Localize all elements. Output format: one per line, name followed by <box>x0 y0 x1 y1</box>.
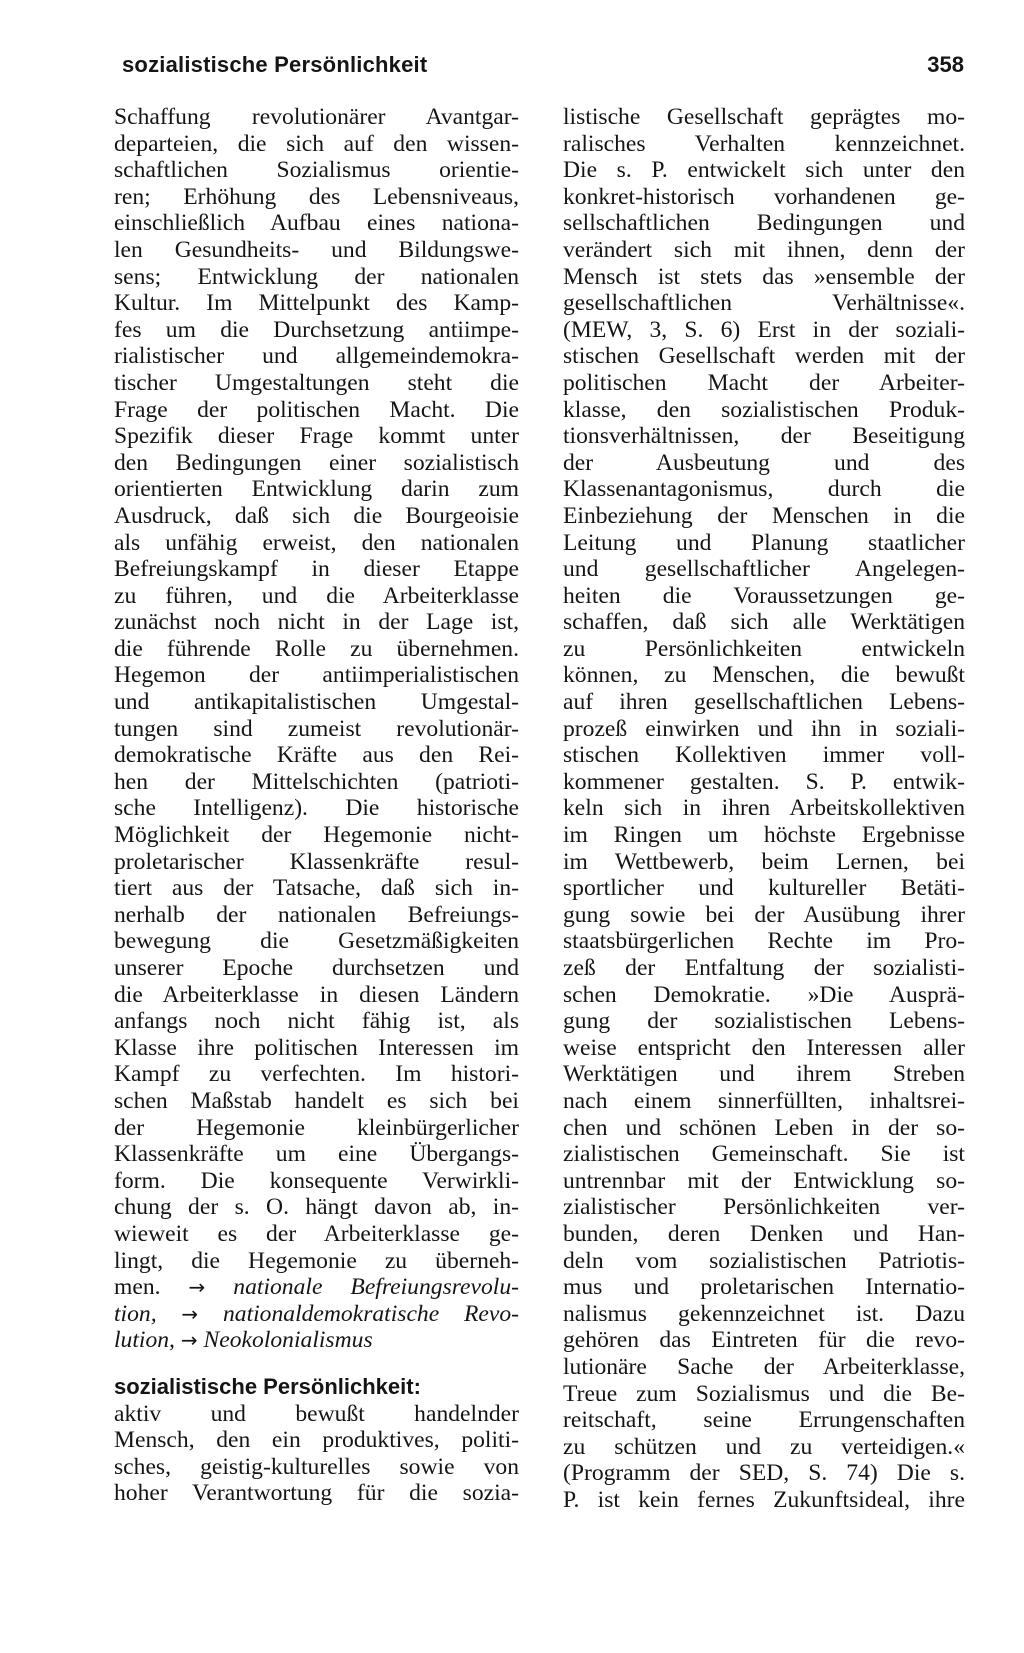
text-line: zeß der Entfaltung der sozialisti- <box>563 955 965 981</box>
text-line: heiten die Voraussetzungen ge- <box>563 582 965 609</box>
text-line: zialistischen Gemeinschaft. Sie ist <box>563 1141 965 1168</box>
text-line: und antikapitalistischen Umgestal- <box>114 689 519 716</box>
text-line: die Arbeiterklasse in diesen Ländern <box>114 981 519 1008</box>
text-line: gung der sozialistischen Lebens- <box>563 1008 965 1035</box>
cross-reference-line <box>114 1301 519 1328</box>
text-line: nach einem sinnerfüllten, inhaltsrei- <box>563 1087 965 1114</box>
text-line: sche Intelligenz). Die historische <box>114 795 519 822</box>
text-line: hen der Mittelschichten (patrioti- <box>114 768 519 795</box>
text-line: Mensch, den ein produktives, politi- <box>114 1427 519 1454</box>
text-line: weise entspricht den Interessen aller <box>563 1034 965 1061</box>
text-line: zialistischer Persönlichkeiten ver- <box>563 1194 965 1221</box>
cross-reference-link[interactable]: nationaldemokratische Revo- <box>222 1300 520 1327</box>
text-line: Ausdruck, daß sich die Bourgeoisie <box>114 502 519 529</box>
text-line: fes um die Durchsetzung antiimpe- <box>114 316 519 343</box>
text-line: schen Demokratie. »Die Ausprä- <box>563 981 965 1008</box>
text-line: Frage der politischen Macht. Die <box>114 396 519 423</box>
text-line: Leitung und Planung staatlicher <box>563 529 965 556</box>
text-line: schen Maßstab handelt es sich bei <box>114 1087 519 1114</box>
text-line: ren; Erhöhung des Lebensniveaus, <box>114 183 519 210</box>
left-column <box>114 104 519 1507</box>
text-line: sellschaftlichen Bedingungen und <box>563 210 965 237</box>
text-line: Kampf zu verfechten. Im histori- <box>114 1061 519 1088</box>
text-line: keln sich in ihren Arbeitskollektiven <box>563 795 965 822</box>
text-line: Schaffung revolutionärer Avantgar- <box>114 104 519 130</box>
text-line: zu führen, und die Arbeiterklasse <box>114 582 519 609</box>
text-line: hoher Verantwortung für die sozia- <box>114 1480 519 1507</box>
text-line: Hegemon der antiimperialistischen <box>114 662 519 689</box>
text-line: wieweit es der Arbeiterklasse ge- <box>114 1220 519 1247</box>
text-line: len Gesundheits- und Bildungswe- <box>114 236 519 263</box>
text-line: departeien, die sich auf den wissen- <box>114 130 519 157</box>
text-line: Klassenantagonismus, durch die <box>563 476 965 503</box>
text-line: ralisches Verhalten kennzeichnet. <box>563 130 965 157</box>
text-line: (Programm der SED, S. 74) Die s. <box>563 1460 965 1487</box>
text-line: zu Persönlichkeiten entwickeln <box>563 635 965 662</box>
text-line: Die s. P. entwickelt sich unter den <box>563 157 965 184</box>
text-line: aktiv und bewußt handelnder <box>114 1400 519 1427</box>
text-line: bunden, deren Denken und Han- <box>563 1220 965 1247</box>
text-line: gehören das Eintreten für die revo- <box>563 1327 965 1354</box>
text-line: kommener gestalten. S. P. entwik- <box>563 768 965 795</box>
text-line: den Bedingungen einer sozialistisch <box>114 449 519 476</box>
text-line: listische Gesellschaft geprägtes mo- <box>563 104 965 130</box>
text-line: Möglichkeit der Hegemonie nicht- <box>114 822 519 849</box>
text-line: der Ausbeutung und des <box>563 449 965 476</box>
text-line: schaftlichen Sozialismus orientie- <box>114 157 519 184</box>
cross-reference-line <box>114 1274 519 1301</box>
text-line: bewegung die Gesetzmäßigkeiten <box>114 928 519 955</box>
text-line: rialistischer und allgemeindemokra- <box>114 343 519 370</box>
text-line: sches, geistig-kulturelles sowie von <box>114 1453 519 1480</box>
text-line: tiert aus der Tatsache, daß sich in- <box>114 875 519 902</box>
text-line: tischer Umgestaltungen steht die <box>114 369 519 396</box>
text-line: schaffen, daß sich alle Werktätigen <box>563 609 965 636</box>
text-line: stischen Gesellschaft werden mit der <box>563 343 965 370</box>
text-line: zunächst noch nicht in der Lage ist, <box>114 609 519 636</box>
cross-reference-link[interactable]: nationale Befreiungsrevolu- <box>233 1274 520 1301</box>
text-line: auf ihren gesellschaftlichen Lebens- <box>563 689 965 716</box>
cross-reference-link[interactable]: Neokolonialismus <box>203 1327 373 1354</box>
entry-headword: sozialistische Persönlichkeit: <box>114 1373 421 1399</box>
text-line: Klassenkräfte um eine Übergangs- <box>114 1141 519 1168</box>
text-line: reitschaft, seine Errungenschaften <box>563 1407 965 1434</box>
text-line: unserer Epoche durchsetzen und <box>114 955 519 981</box>
cross-reference-line <box>114 1327 519 1354</box>
text-line: gung sowie bei der Ausübung ihrer <box>563 901 965 928</box>
text-line: Mensch ist stets das »ensemble der <box>563 263 965 290</box>
right-column <box>563 104 965 1513</box>
text-line: verändert sich mit ihnen, denn der <box>563 236 965 263</box>
text-line: tionsverhältnissen, der Beseitigung <box>563 423 965 450</box>
entry-headword-line <box>114 1374 519 1401</box>
text-line: als unfähig erweist, den nationalen <box>114 529 519 556</box>
text-line: Treue zum Sozialismus und die Be- <box>563 1380 965 1407</box>
text-line: Spezifik dieser Frage kommt unter <box>114 423 519 450</box>
text-line: und gesellschaftlicher Angelegen- <box>563 556 965 583</box>
text-line: lutionäre Sache der Arbeiterklasse, <box>563 1353 965 1380</box>
text-line: tungen sind zumeist revolutionär- <box>114 715 519 742</box>
text-line: anfangs noch nicht fähig ist, als <box>114 1008 519 1035</box>
text-line: deln vom sozialistischen Patriotis- <box>563 1247 965 1274</box>
running-head: sozialistische Persönlichkeit <box>122 52 428 77</box>
text-line: Befreiungskampf in dieser Etappe <box>114 556 519 583</box>
text-line: im Ringen um höchste Ergebnisse <box>563 822 965 849</box>
text-line: Klasse ihre politischen Interessen im <box>114 1034 519 1061</box>
text-line: Werktätigen und ihrem Streben <box>563 1061 965 1088</box>
entry-separator <box>114 1354 519 1374</box>
arrow-icon: → <box>181 1301 199 1326</box>
page-number: 358 <box>927 52 964 77</box>
text-line: politischen Macht der Arbeiter- <box>563 369 965 396</box>
text-line: im Wettbewerb, beim Lernen, bei <box>563 848 965 875</box>
text-line: Einbeziehung der Menschen in die <box>563 502 965 529</box>
cross-reference-link[interactable]: tion, <box>114 1300 157 1327</box>
text-line: chung der s. O. hängt davon ab, in- <box>114 1194 519 1221</box>
text-line: die führende Rolle zu übernehmen. <box>114 635 519 662</box>
text-line: demokratische Kräfte aus den Rei- <box>114 742 519 769</box>
cross-reference-link[interactable]: lution, <box>114 1327 175 1354</box>
text-line: zu schützen und zu verteidigen.« <box>563 1433 965 1460</box>
text-line: der Hegemonie kleinbürgerlicher <box>114 1114 519 1141</box>
text-line: gesellschaftlichen Verhältnisse«. <box>563 290 965 317</box>
text-line: stischen Kollektiven immer voll- <box>563 742 965 769</box>
text-line: einschließlich Aufbau eines nationa- <box>114 210 519 237</box>
text-fragment: men. <box>114 1274 161 1301</box>
text-line: Kultur. Im Mittelpunkt des Kamp- <box>114 290 519 317</box>
text-line: lingt, die Hegemonie zu überneh- <box>114 1247 519 1274</box>
text-line: nalismus gekennzeichnet ist. Dazu <box>563 1300 965 1327</box>
text-line: P. ist kein fernes Zukunftsideal, ihre <box>563 1486 965 1513</box>
text-line: untrennbar mit der Entwicklung so- <box>563 1167 965 1194</box>
text-line: orientierten Entwicklung darin zum <box>114 476 519 503</box>
text-line: können, zu Menschen, die bewußt <box>563 662 965 689</box>
text-line: prozeß einwirken und ihn in soziali- <box>563 715 965 742</box>
text-line: form. Die konsequente Verwirkli- <box>114 1167 519 1194</box>
text-line: proletarischer Klassenkräfte resul- <box>114 848 519 875</box>
text-line: staatsbürgerlichen Rechte im Pro- <box>563 928 965 955</box>
text-line: (MEW, 3, S. 6) Erst in der soziali- <box>563 316 965 343</box>
text-line: mus und proletarischen Internatio- <box>563 1274 965 1301</box>
arrow-icon: → <box>180 1328 198 1353</box>
text-line: konkret-historisch vorhandenen ge- <box>563 183 965 210</box>
text-line: klasse, den sozialistischen Produk- <box>563 396 965 423</box>
text-line: chen und schönen Leben in der so- <box>563 1114 965 1141</box>
text-line: nerhalb der nationalen Befreiungs- <box>114 901 519 928</box>
text-line: sportlicher und kultureller Betäti- <box>563 875 965 902</box>
text-line: sens; Entwicklung der nationalen <box>114 263 519 290</box>
arrow-icon: → <box>188 1275 206 1300</box>
